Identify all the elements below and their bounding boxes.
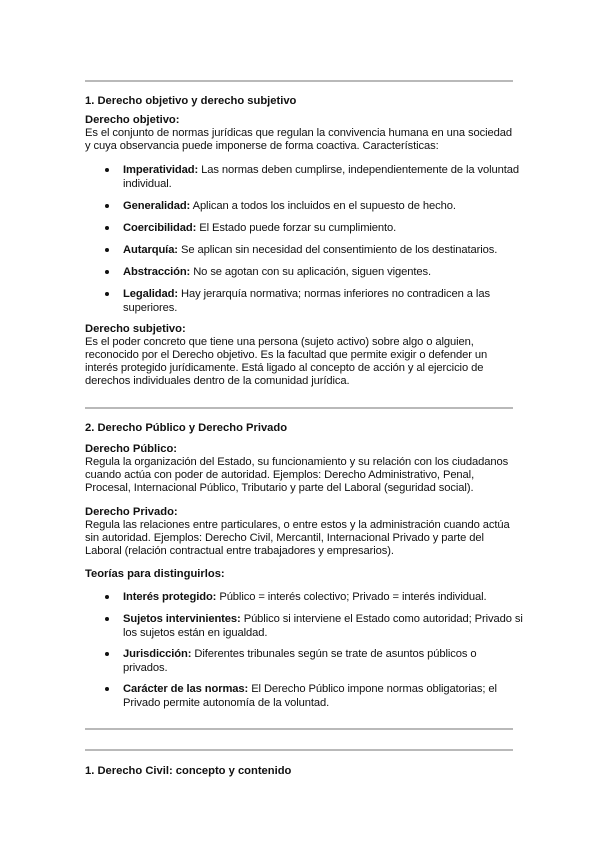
derecho-subjetivo-block (85, 323, 515, 388)
bullet-icon (105, 652, 109, 656)
description: Se aplican sin necesidad del consentimiento de los destinatarios. (180, 244, 498, 256)
description: Diferentes tribunales según se trate de asuntos públicos o privados. (123, 648, 477, 674)
description: Aplican a todos los incluidos en el supuesto de hecho. (192, 200, 456, 212)
description: No se agotan con su aplicación, siguen vigentes. (193, 266, 431, 278)
section-3-title (85, 764, 515, 778)
term: Jurisdicción: (123, 648, 192, 660)
bullet-icon (105, 270, 109, 274)
bullet-icon (105, 617, 109, 621)
derecho-privado-block (85, 506, 515, 558)
bullet-icon (105, 226, 109, 230)
term: Abstracción: (123, 266, 191, 278)
subheading: Derecho Privado: (85, 506, 178, 518)
description: Público si interviene el Estado como autoridad; Privado si los sujetos están en igualdad. (123, 613, 523, 639)
subheading: Derecho subjetivo: (85, 323, 186, 335)
paragraph: Regula las relaciones entre particulares, o entre estos y la administración cuando actúa sin autoridad. Ejemplos: Derecho Civil, Mercantil, Internacional Privado y parte del Laboral (relación contractual entre trabajadores y empresarios). (85, 519, 510, 557)
derecho-publico-block (85, 443, 515, 495)
teorias-heading-block (85, 568, 515, 581)
term: Carácter de las normas: (123, 683, 249, 695)
term: Legalidad: (123, 288, 178, 300)
description: El Derecho Público impone normas obligatorias; el Privado permite autonomía de la voluntad. (123, 683, 497, 709)
subheading: Teorías para distinguirlos: (85, 568, 225, 580)
description: El Estado puede forzar su cumplimiento. (199, 222, 397, 234)
term: Sujetos intervinientes: (123, 613, 241, 625)
divider (85, 80, 513, 82)
bullet-icon (105, 595, 109, 599)
heading: 2. Derecho Público y Derecho Privado (85, 422, 288, 434)
term: Autarquía: (123, 244, 178, 256)
section-1-title (85, 94, 515, 108)
term: Interés protegido: (123, 591, 217, 603)
heading: 1. Derecho objetivo y derecho subjetivo (85, 95, 297, 107)
section-2-title (85, 421, 515, 435)
description: Las normas deben cumplirse, independientemente de la voluntad individual. (123, 164, 520, 190)
description: Público = interés colectivo; Privado = interés individual. (219, 591, 487, 603)
divider (85, 728, 513, 730)
bullet-icon (105, 248, 109, 252)
paragraph: Es el poder concreto que tiene una persona (sujeto activo) sobre algo o alguien, reconocido por el Derecho objetivo. Es la facultad que permite exigir o defender un interés protegido jurídicamente. Está ligado al concepto de acción y al ejercicio de derechos individuales dentro de la comunidad jurídica. (85, 336, 488, 387)
bullet-icon (105, 168, 109, 172)
divider (85, 749, 513, 751)
paragraph: Regula la organización del Estado, su funcionamiento y su relación con los ciudadanos cuando actúa con poder de autoridad. Ejemplos: Derecho Administrativo, Penal, Procesal, Internacional Público, Tributario y parte del Laboral (seguridad social). (85, 456, 509, 494)
term: Imperatividad: (123, 164, 199, 176)
bullet-icon (105, 292, 109, 296)
term: Generalidad: (123, 200, 191, 212)
subheading: Derecho objetivo: (85, 114, 180, 126)
description: Hay jerarquía normativa; normas inferiores no contradicen a las superiores. (123, 288, 490, 314)
bullet-icon (105, 687, 109, 691)
bullet-icon (105, 204, 109, 208)
term: Coercibilidad: (123, 222, 197, 234)
derecho-objetivo-block (85, 114, 515, 153)
divider (85, 407, 513, 409)
heading: 1. Derecho Civil: concepto y contenido (85, 765, 292, 777)
subheading: Derecho Público: (85, 443, 178, 455)
paragraph: Es el conjunto de normas jurídicas que regulan la convivencia humana en una sociedad y cuya observancia puede imponerse de forma coactiva. Características: (85, 127, 512, 152)
